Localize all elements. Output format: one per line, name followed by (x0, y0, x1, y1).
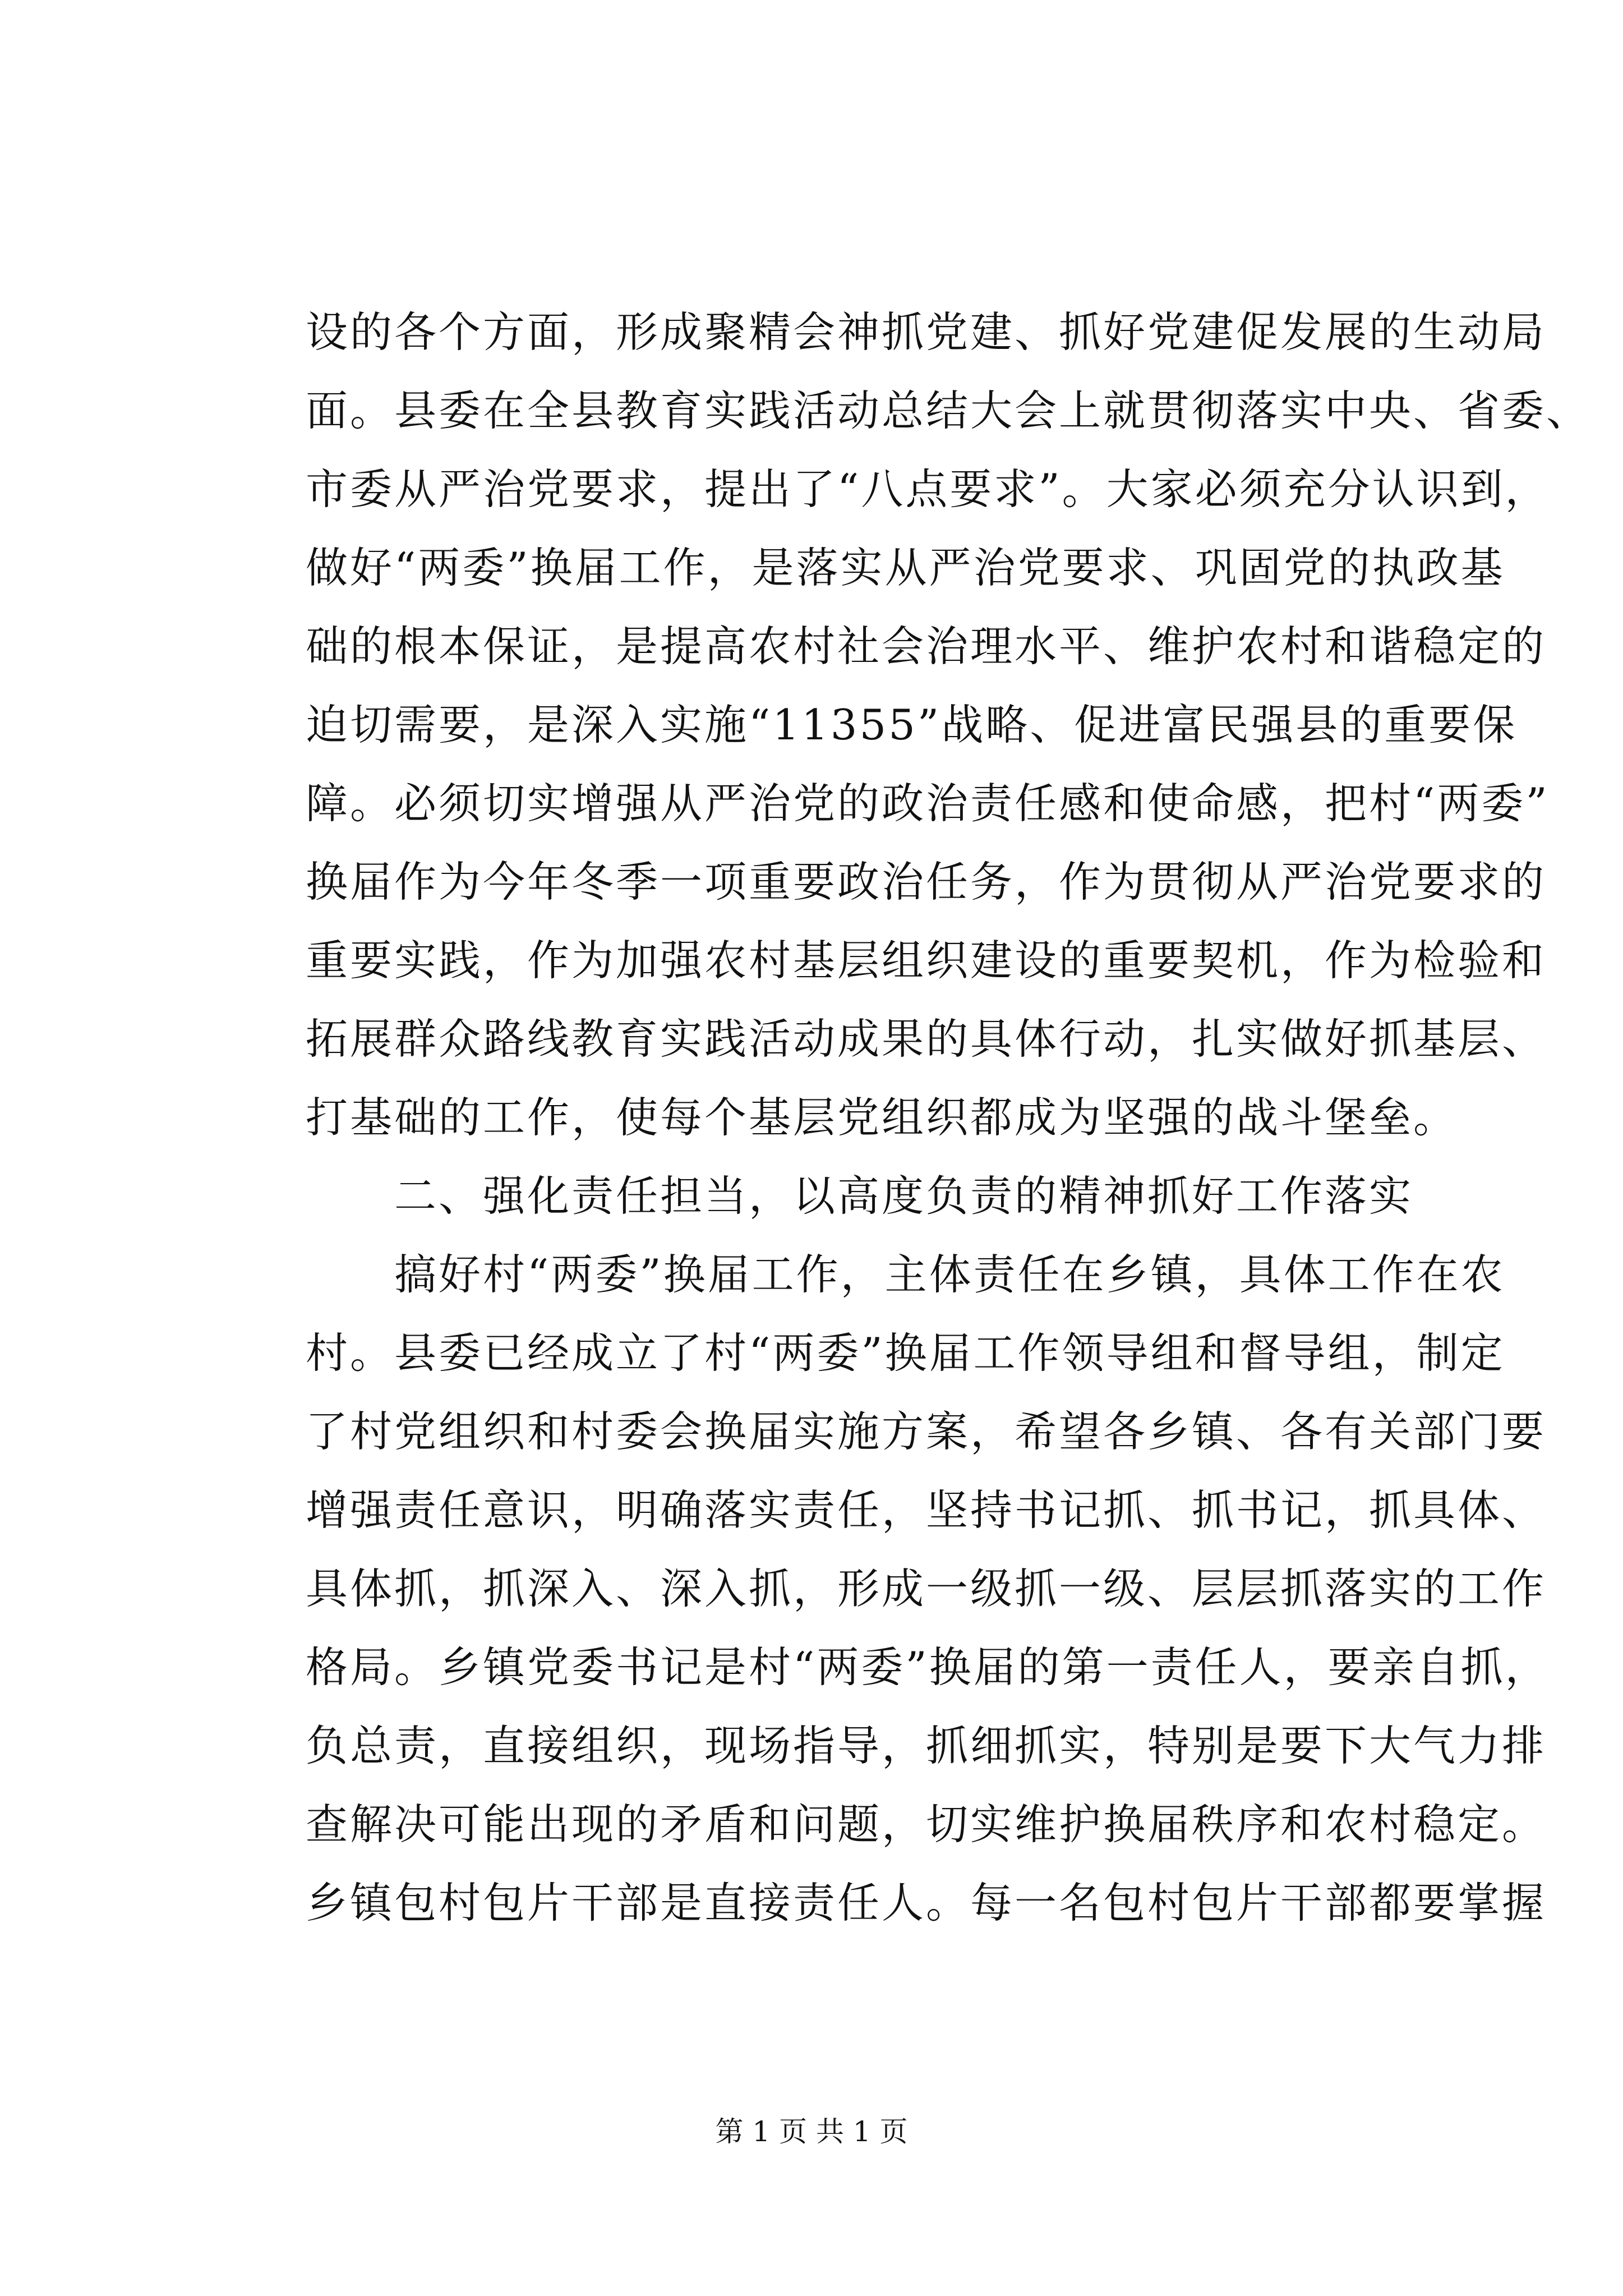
paragraph-line: 换届作为今年冬季一项重要政治任务，作为贯彻从严治党要求的 (306, 857, 1547, 907)
paragraph-line: 乡镇包村包片干部是直接责任人。每一名包村包片干部都要掌握 (306, 1878, 1547, 1927)
paragraph-line: 做好“两委”换届工作，是落实从严治党要求、巩固党的执政基 (306, 543, 1505, 592)
paragraph-line: 格局。乡镇党委书记是村“两委”换届的第一责任人，要亲自抓， (306, 1642, 1550, 1692)
paragraph-line: 村。县委已经成立了村“两委”换届工作领导组和督导组，制定 (306, 1328, 1505, 1378)
paragraph-line: 搞好村“两委”换届工作，主体责任在乡镇，具体工作在农 (306, 1250, 1505, 1299)
paragraph-line: 打基础的工作，使每个基层党组织都成为坚强的战斗堡垒。 (306, 1093, 1458, 1142)
paragraph-line: 具体抓，抓深入、深入抓，形成一级抓一级、层层抓落实的工作 (306, 1564, 1547, 1613)
paragraph-line: 设的各个方面，形成聚精会神抓党建、抓好党建促发展的生动局 (306, 307, 1547, 357)
paragraph-line: 重要实践，作为加强农村基层组织建设的重要契机，作为检验和 (306, 936, 1547, 985)
paragraph-line: 负总责，直接组织，现场指导，抓细抓实，特别是要下大气力排 (306, 1721, 1547, 1770)
paragraph-line: 拓展群众路线教育实践活动成果的具体行动，扎实做好抓基层、 (306, 1014, 1547, 1064)
paragraph-line: 迫切需要，是深入实施“11355”战略、促进富民强县的重要保 (306, 700, 1518, 749)
paragraph-line: 查解决可能出现的矛盾和问题，切实维护换届秩序和农村稳定。 (306, 1800, 1547, 1849)
page-footer: 第 1 页 共 1 页 (715, 2115, 908, 2148)
paragraph-line: 障。必须切实增强从严治党的政治责任感和使命感，把村“两委” (306, 779, 1550, 828)
paragraph-line: 了村党组织和村委会换届实施方案，希望各乡镇、各有关部门要 (306, 1407, 1547, 1456)
section-heading: 二、强化责任担当，以高度负责的精神抓好工作落实 (306, 1171, 1414, 1221)
paragraph-line: 面。县委在全县教育实践活动总结大会上就贯彻落实中央、省委、 (306, 386, 1591, 435)
paragraph-line: 市委从严治党要求，提出了“八点要求”。大家必须充分认识到， (306, 464, 1550, 514)
paragraph-line: 增强责任意识，明确落实责任，坚持书记抓、抓书记，抓具体、 (306, 1485, 1547, 1535)
paragraph-line: 础的根本保证，是提高农村社会治理水平、维护农村和谐稳定的 (306, 622, 1547, 671)
